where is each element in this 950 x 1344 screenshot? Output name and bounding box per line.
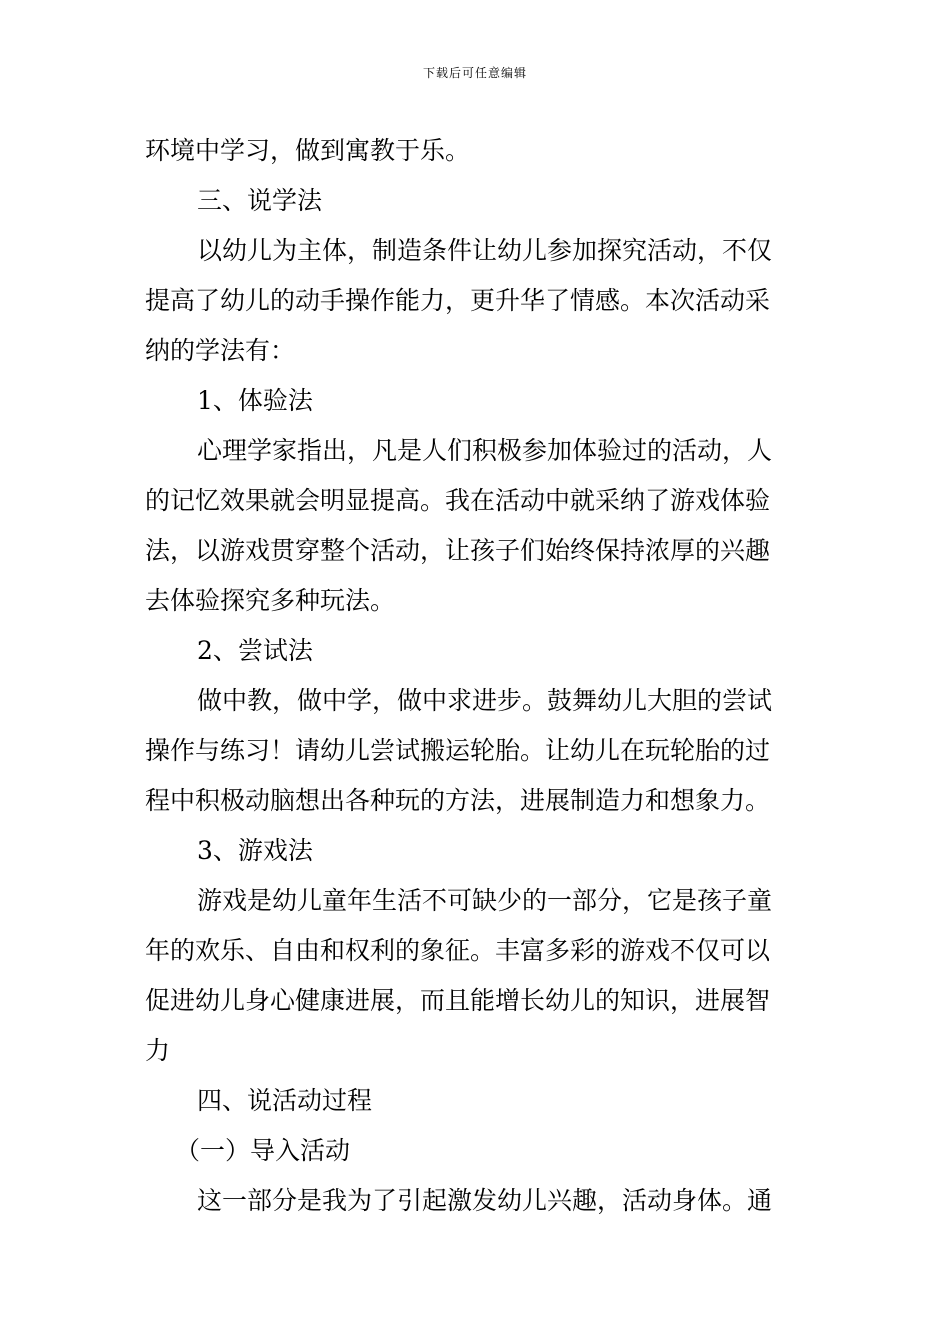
subsection-heading: （一）导入活动 — [175, 1136, 351, 1165]
text-line: 环境中学习，做到寓教于乐。 — [145, 136, 471, 165]
text-line: 年的欢乐、自由和权利的象征。丰富多彩的游戏不仅可以 — [145, 936, 771, 965]
text-line: 游戏是幼儿童年生活不可缺少的一部分，它是孩子童 — [197, 886, 773, 915]
text-line: 促进幼儿身心健康进展，而且能增长幼儿的知识，进展智 — [145, 986, 771, 1015]
text-line: 操作与练习！请幼儿尝试搬运轮胎。让幼儿在玩轮胎的过 — [145, 736, 771, 765]
page-header: 下载后可任意编辑 — [422, 66, 527, 80]
text-line: 的记忆效果就会明显提高。我在活动中就采纳了游戏体验 — [145, 486, 771, 515]
text-line: 去体验探究多种玩法。 — [145, 586, 396, 615]
text-line: 做中教，做中学，做中求进步。鼓舞幼儿大胆的尝试 — [197, 686, 773, 715]
text-line: 法，以游戏贯穿整个活动，让孩子们始终保持浓厚的兴趣 — [145, 536, 771, 565]
text-line: 以幼儿为主体，制造条件让幼儿参加探究活动，不仅 — [197, 236, 773, 265]
subsection-heading: 1、体验法 — [197, 386, 313, 415]
text-line: 纳的学法有： — [145, 336, 296, 365]
subsection-heading: 2、尝试法 — [197, 636, 313, 665]
text-line: 心理学家指出，凡是人们积极参加体验过的活动，人 — [197, 436, 773, 465]
text-line: 程中积极动脑想出各种玩的方法，进展制造力和想象力。 — [145, 786, 771, 815]
subsection-heading: 3、游戏法 — [197, 836, 313, 865]
section-heading: 三、说学法 — [197, 186, 323, 215]
text-line: 这一部分是我为了引起激发幼儿兴趣，活动身体。通 — [197, 1186, 773, 1215]
text-line: 提高了幼儿的动手操作能力，更升华了情感。本次活动采 — [145, 286, 771, 315]
text-line: 力 — [145, 1036, 171, 1065]
section-heading: 四、说活动过程 — [197, 1086, 373, 1115]
document-body — [145, 126, 805, 1226]
